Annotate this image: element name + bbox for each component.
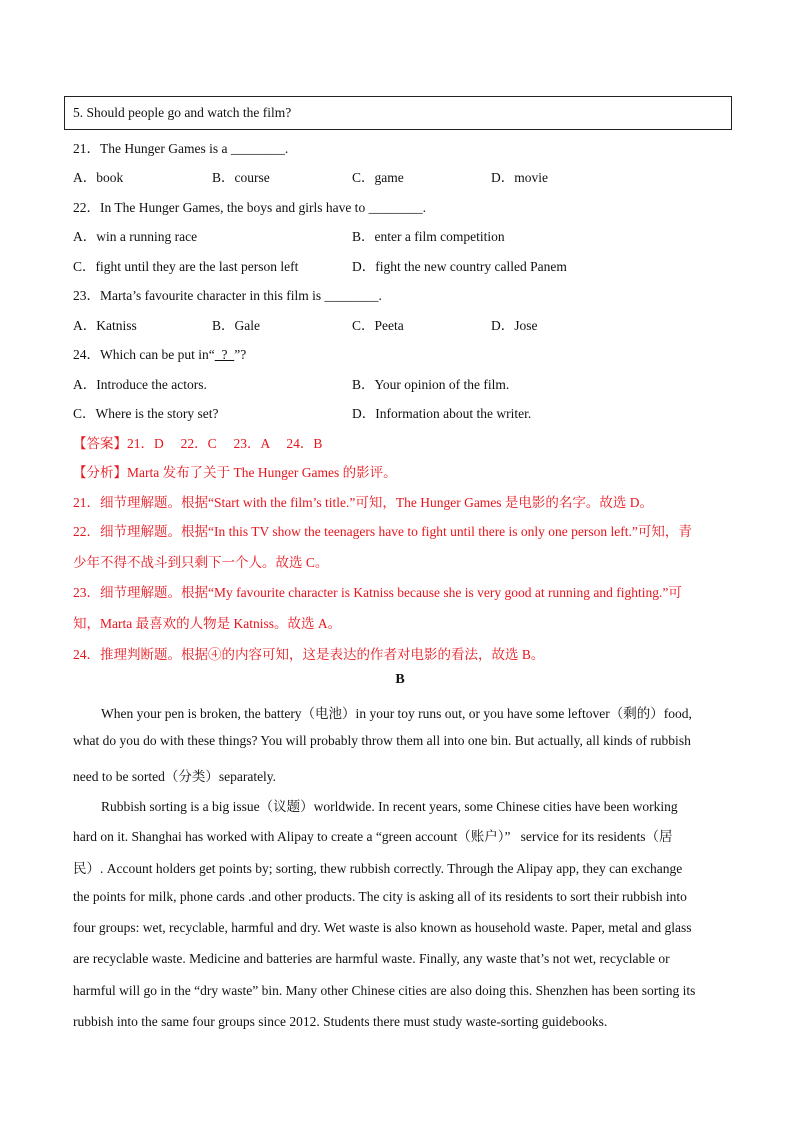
q23-option-d: D．Jose (491, 318, 538, 333)
q21-option-b: B．course (212, 170, 270, 185)
q21-option-a: A．book (73, 170, 124, 185)
para2-line7: harmful will go in the “dry waste” bin. Many other Chinese cities are also doing this. Shenzhen has been sorting its (73, 983, 696, 998)
para2-line5: four groups: wet, recyclable, harmful and dry. Wet waste is also known as household waste. Paper, metal and glass (73, 920, 692, 935)
q24-blank: ? (214, 347, 235, 362)
q22-option-c: C．fight until they are the last person left (73, 259, 299, 274)
q24-option-b: B．Your opinion of the film. (352, 377, 510, 392)
q22-option-d: D．fight the new country called Panem (352, 259, 567, 274)
explanation-22-line1: 22．细节理解题。根据“In this TV show the teenagers have to fight until there is only one person left.”可知，青 (73, 524, 692, 539)
q24-stem-suffix: ”? (234, 347, 247, 362)
q21-option-d: D．movie (491, 170, 548, 185)
q24-stem-prefix: 24．Which can be put in“ (73, 347, 215, 362)
section-b-heading: B (395, 672, 405, 687)
q21-option-c: C．game (352, 170, 404, 185)
question-22-stem: 22．In The Hunger Games, the boys and girls have to ________. (73, 200, 426, 215)
question-21-stem: 21．The Hunger Games is a ________. (73, 141, 289, 156)
para2-line8: rubbish into the same four groups since 2012. Students there must study waste-sorting guidebooks. (73, 1014, 608, 1029)
explanation-21: 21．细节理解题。根据“Start with the film’s title.”可知，The Hunger Games 是电影的名字。故选 D。 (73, 495, 654, 510)
explanation-24: 24．推理判断题。根据④的内容可知，这是表达的作者对电影的看法，故选 B。 (73, 647, 545, 662)
explanation-22-line2: 少年不得不战斗到只剩下一个人。故选 C。 (73, 555, 329, 570)
para2-line3: 民）. Account holders get points by; sorting, thew rubbish correctly. Through the Alipay app, they can exchange (73, 861, 683, 876)
question-23-stem: 23．Marta’s favourite character in this film is ________. (73, 288, 382, 303)
question-box (64, 96, 732, 130)
explanation-23-line1: 23．细节理解题。根据“My favourite character is Katniss because she is very good at running and fighting.”可 (73, 585, 682, 600)
q23-option-b: B．Gale (212, 318, 260, 333)
q23-option-a: A．Katniss (73, 318, 137, 333)
answer-key: 【答案】21．D 22．C 23．A 24．B (73, 436, 323, 451)
para2-line1: Rubbish sorting is a big issue（议题）worldwide. In recent years, some Chinese cities have been working (101, 799, 678, 814)
explanation-23-line2: 知，Marta 最喜欢的人物是 Katniss。故选 A。 (73, 616, 342, 631)
question-24-stem (73, 343, 246, 363)
para1-line3: need to be sorted（分类）separately. (73, 769, 277, 784)
q24-option-d: D．Information about the writer. (352, 406, 532, 421)
q24-option-a: A．Introduce the actors. (73, 377, 207, 392)
analysis-line: 【分析】Marta 发布了关于 The Hunger Games 的影评。 (73, 465, 397, 480)
q24-option-c: C．Where is the story set? (73, 406, 219, 421)
para1-line1: When your pen is broken, the battery（电池）in your toy runs out, or you have some leftover（剩的）food, (101, 706, 692, 721)
para1-line2: what do you do with these things? You will probably throw them all into one bin. But actually, all kinds of rubbish (73, 733, 691, 748)
q22-option-b: B．enter a film competition (352, 229, 505, 244)
para2-line4: the points for milk, phone cards .and other products. The city is asking all of its residents to sort their rubbish into (73, 889, 687, 904)
question-box-text: 5. Should people go and watch the film? (73, 105, 292, 120)
q22-option-a: A．win a running race (73, 229, 198, 244)
q23-option-c: C．Peeta (352, 318, 404, 333)
para2-line2: hard on it. Shanghai has worked with Alipay to create a “green account（账户）” service for its residents（居 (73, 829, 673, 844)
para2-line6: are recyclable waste. Medicine and batteries are harmful waste. Finally, any waste that’s not wet, recyclable or (73, 951, 670, 966)
